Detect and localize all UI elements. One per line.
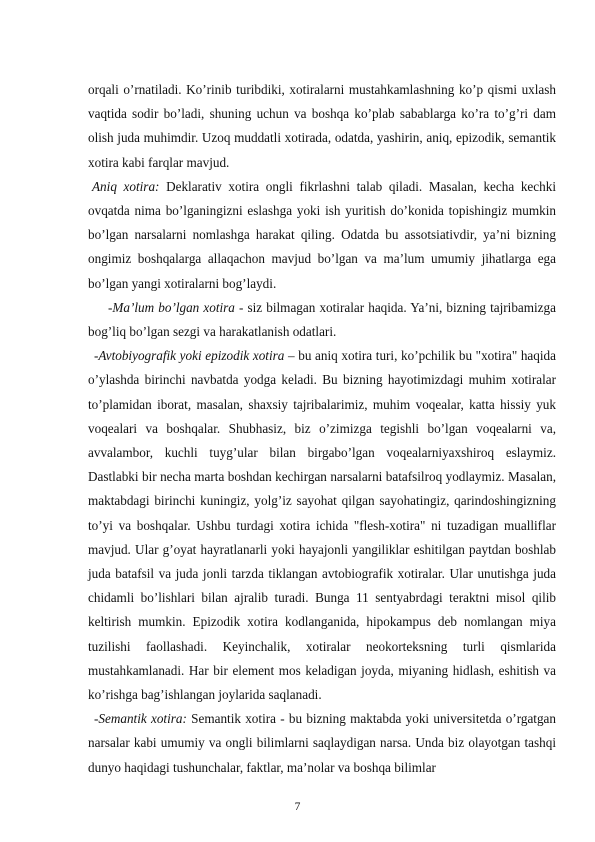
paragraph-episodic-memory: [88, 344, 556, 707]
paragraph-known-memory: [88, 296, 556, 344]
paragraph-explicit-memory-text: Deklarativ xotira ongli fikrlashni talab qiladi. Masalan, kecha kechki ovqatda nima bo’lganingizni eslashga yoki ish yuritish do’konida topishingiz mumkin bo’lgan narsalarni nomlashga harakat qiling. Odatda bu assotsiativdir, ya’ni bizning ongimiz boshqalarga allaqachon mavjud bo’lgan va ma’lum umumiy jihatlarga ega bo’lgan yangi xotiralarni bog’laydi.: [88, 178, 556, 291]
page-number: 7: [294, 801, 301, 813]
paragraph-episodic-memory-text: – bu aniq xotira turi, ko’pchilik bu "xotira" haqida o’ylashda birinchi navbatda yodga keladi. Bu bizning hayotimizdagi muhim xotiralar to’plamidan iborat, masalan, shaxsiy tajribalarimiz, muhim voqealar, katta hissiy yuk voqealari va boshqalar. Shubhasiz, biz o’zimizga tegishli bo’lgan voqealarni va, avvalambor, kuchli tuyg’ular bilan birgabo’lgan voqealarniyaxshiroq eslaymiz. Dastlabki bir necha marta boshdan kechirgan narsalarni batafsilroq yodlaymiz. Masalan, maktabdagi birinchi kuningiz, yolg’iz sayohat qilgan sayohatingiz, qarindoshingizning to’yi va boshqalar. Ushbu turdagi xotira ichida "flesh-xotira" ni tuzadigan mualliflar mavjud. Ular g’oyat hayratlanarli yoki hayajonli yangiliklar eshitilgan paytdan boshlab juda batafsil va juda jonli tarzda tiklangan avtobiografik xotiralar. Ular unutishga juda chidamli bo’lishlari bilan ajralib turadi. Bunga 11 sentyabrdagi teraktni misol qilib keltirish mumkin. Epizodik xotira kodlanganida, hipokampus deb nomlangan miya tuzilishi faollashadi. Keyinchalik, xotiralar neokorteksning turli qismlarida mustahkamlanadi. Har bir element mos keladigan joyda, miyaning hidlash, eshitish va ko’rishga bag’ishlangan joylarida saqlanadi.: [88, 348, 556, 703]
document-page: [88, 78, 556, 780]
term-known-memory: -Ma’lum bo’lgan xotira: [108, 299, 235, 315]
term-explicit-memory: Aniq xotira:: [92, 178, 160, 194]
term-episodic-memory: -Avtobiyografik yoki epizodik xotira: [94, 348, 285, 364]
paragraph-explicit-memory: [88, 175, 556, 296]
paragraph-intro: [88, 78, 556, 175]
paragraph-semantic-memory: [88, 707, 556, 780]
term-semantic-memory: -Semantik xotira:: [94, 711, 187, 727]
paragraph-semantic-memory-text: Semantik xotira - bu bizning maktabda yoki universitetda o’rgatgan narsalar kabi umumiy va ongli bilimlarni saqlaydigan narsa. Unda biz olayotgan tashqi dunyo haqidagi tushunchalar, faktlar, ma’nolar va boshqa bilimlar: [88, 711, 557, 775]
paragraph-known-memory-text: - siz bilmagan xotiralar haqida. Ya’ni, bizning tajribamizga bog’liq bo’lgan sezgi va harakatlanish odatlari.: [88, 299, 556, 340]
paragraph-intro-text: orqali o’rnatiladi. Ko’rinib turibdiki, xotiralarni mustahkamlashning ko’p qismi uxlash vaqtida sodir bo’ladi, shuning uchun va boshqa ko’plab sabablarga ko’ra to’g’ri dam olish juda muhimdir. Uzoq muddatli xotirada, odatda, yashirin, aniq, epizodik, semantik xotira kabi farqlar mavjud.: [88, 82, 556, 170]
